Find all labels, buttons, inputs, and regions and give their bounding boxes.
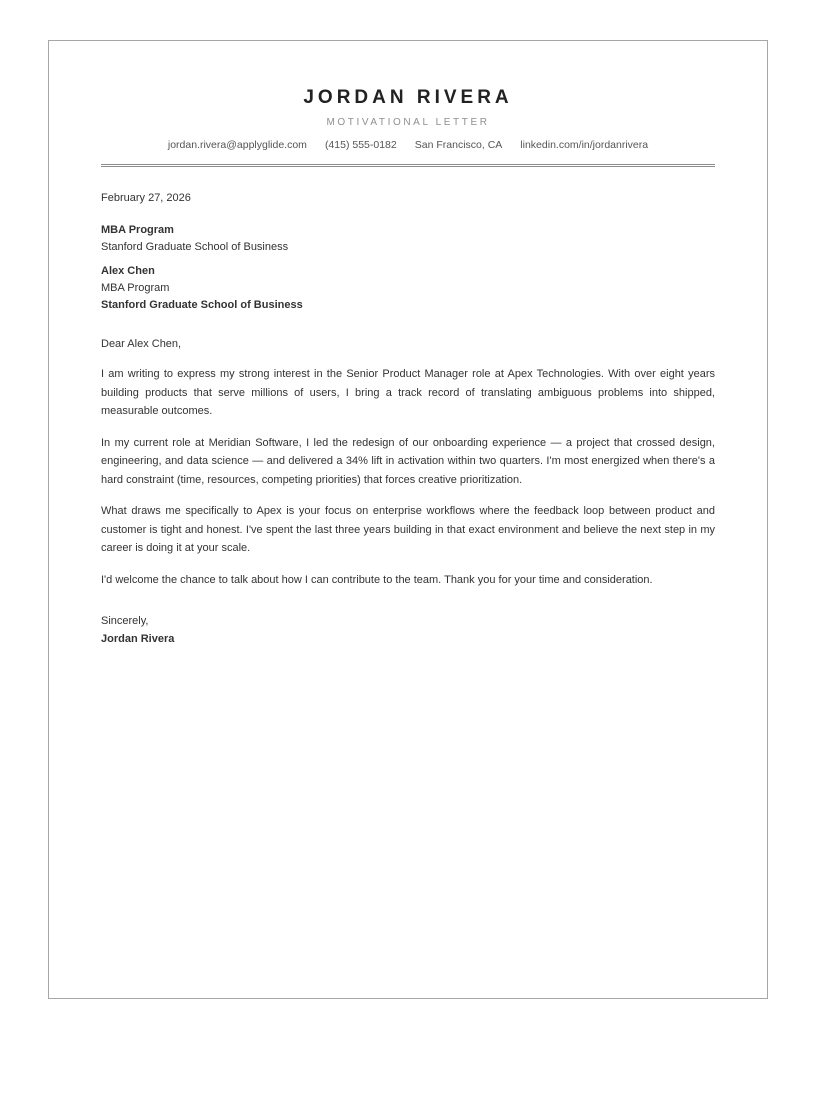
letter-page bbox=[48, 40, 768, 999]
body-paragraph-4: I'd welcome the chance to talk about how I can contribute to the team. Thank you for your time and consideration. bbox=[101, 573, 653, 586]
document-type-label: MOTIVATIONAL LETTER bbox=[326, 117, 490, 128]
contact-location: San Francisco, CA bbox=[414, 139, 503, 151]
header-divider bbox=[101, 164, 715, 167]
recipient-address-block bbox=[101, 263, 715, 314]
contact-linkedin: linkedin.com/in/jordanrivera bbox=[520, 139, 649, 151]
body-paragraph-2: In my current role at Meridian Software, I led the redesign of our onboarding experience — a project that crossed design, engineering, and data science — and delivered a 34% lift in activation within two quarters. I'm most energized when there's a hard constraint (time, resources, competing priorities) that forces creative prioritization. bbox=[101, 436, 715, 486]
author-name: JORDAN RIVERA bbox=[303, 87, 513, 108]
contact-row bbox=[101, 139, 715, 152]
recipient-program: MBA Program bbox=[101, 281, 170, 294]
program-address-block bbox=[101, 222, 715, 256]
letter-body bbox=[101, 190, 715, 649]
letter-header bbox=[101, 86, 715, 167]
closing-word: Sincerely, bbox=[101, 615, 149, 627]
recipient-school: Stanford Graduate School of Business bbox=[101, 298, 303, 311]
contact-phone: (415) 555-0182 bbox=[324, 139, 397, 151]
letter-date: February 27, 2026 bbox=[101, 191, 191, 204]
program-school: Stanford Graduate School of Business bbox=[101, 240, 289, 253]
body-paragraph-1: I am writing to express my strong interest in the Senior Product Manager role at Apex Technologies. With over eight years building products that serve millions of users, I bring a track record of translating ambiguous problems into shipped, measurable outcomes. bbox=[101, 368, 715, 417]
program-name: MBA Program bbox=[101, 223, 174, 236]
contact-email: jordan.rivera@applyglide.com bbox=[167, 139, 307, 151]
recipient-name: Alex Chen bbox=[101, 264, 155, 277]
closing-block bbox=[101, 612, 715, 648]
salutation: Dear Alex Chen, bbox=[101, 337, 182, 350]
signature-name: Jordan Rivera bbox=[101, 633, 175, 645]
body-paragraph-3: What draws me specifically to Apex is your focus on enterprise workflows where the feedback loop between product and customer is tight and honest. I've spent the last three years building in that exact environment and believe the next step in my career is doing it at your scale. bbox=[101, 505, 715, 554]
